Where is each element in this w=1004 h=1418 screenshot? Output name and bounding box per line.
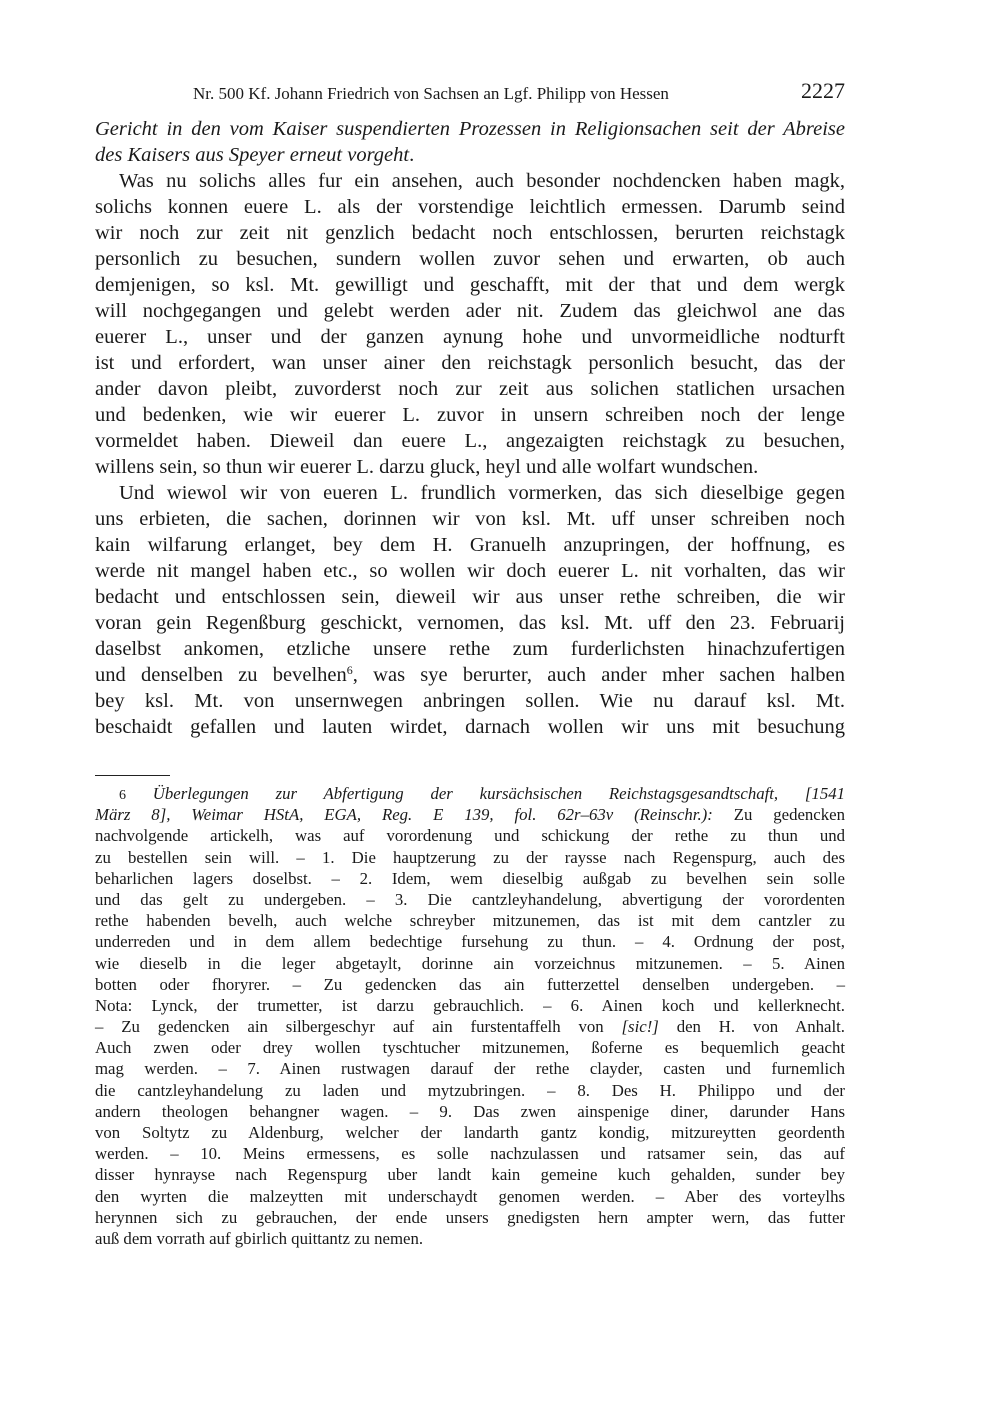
body-text: personlich zu besuchen, sundern wollen zuvor sehen und erwarten, ob auch (95, 248, 845, 270)
body-line (95, 168, 845, 194)
footnote-line (95, 783, 845, 804)
body-text: Was nu solichs alles fur ein ansehen, auch besonder nochdencken haben magk, (119, 170, 845, 192)
footnote-text: und das gelt zu undergeben. – 3. Die cantzleyhandelung, abvertigung der vorordenten (95, 889, 845, 909)
footnote-text: Auch zwen oder drey wollen tyschtucher mitzunemen, ßoferne es bequemlich geacht (95, 1038, 845, 1058)
body-text: willens sein, so thun wir euerer L. darzu gluck, heyl und alle wolfart wundschen. (95, 456, 759, 478)
footnote-text: mag werden. – 7. Ainen rustwagen darauf der rethe clayder, casten und furnemlich (95, 1059, 845, 1079)
footnote-text: den H. von Anhalt. (658, 1017, 845, 1037)
footnote-number: 6 (119, 788, 126, 803)
footnote-text: botten oder fhoryrer. – Zu gedencken das ain futterzettel denselben undergeben. – (95, 974, 845, 994)
body-text: uns erbieten, die sachen, dorinnen wir von ksl. Mt. uff unser schreiben noch (95, 508, 845, 530)
body-text: ander davon pleibt, zuvorderst noch zur zeit aus solichen statlichen ursachen (95, 378, 845, 400)
footnote-line (95, 1101, 845, 1122)
footnote-text: werden. – 10. Meins ermessens, es solle nachzulassen und ratsamer sein, das auf (95, 1144, 845, 1164)
body-line (95, 558, 845, 584)
body-line (95, 584, 845, 610)
body-line (95, 376, 845, 402)
body-text: ist und erfordert, wan unser ainer den reichstagk personlich besucht, das der (95, 352, 845, 374)
footnote-text: von Soltytz zu Aldenburg, welcher der landarth gantz kondig, mitzureytten geordenth (95, 1123, 845, 1142)
body-text: will nochgegangen und gelebt werden ader nit. Zudem das gleichwol ane das (95, 300, 845, 322)
body-text: euerer L., unser und der ganzen aynung hohe und unvormeidliche nodturft (95, 326, 845, 348)
footnote-text: Nota: Lynck, der trumetter, ist darzu gebrauchlich. – 6. Ainen koch und kellerknecht. (95, 995, 845, 1015)
body-text: des Kaisers aus Speyer erneut vorgeht (95, 144, 410, 166)
body-text: und bedenken, wie wir euerer L. zuvor in unsern schreiben noch der lenge (95, 404, 845, 426)
footnote-text: Zu gedencken (712, 805, 845, 825)
body-text: , was sye berurter, auch ander mher sachen halben (352, 664, 845, 686)
body-text: daselbst ankomen, etzliche unsere rethe zum furderlichsten hinachzufertigen (95, 638, 845, 660)
footnote-text: wie dieselb in die leger abgetaylt, dorinne ain vorzeichnus mitzunemen. – 5. Ainen (95, 953, 845, 973)
footnote-line (95, 847, 845, 868)
running-title: Nr. 500 Kf. Johann Friedrich von Sachsen an Lgf. Philipp von Hessen (193, 84, 669, 103)
body-line (95, 428, 845, 454)
body-text: beschaidt gefallen und lauten wirdet, darnach wollen wir uns mit besuchung (95, 716, 845, 738)
footnote-line (95, 974, 845, 995)
body-text: . (409, 144, 415, 166)
footnote-line (95, 1058, 845, 1079)
body-line (95, 324, 845, 350)
footnote-text: andern theologen behangner wagen. – 9. Das zwen ainspenige diner, darunder Hans (95, 1101, 845, 1121)
body-line (95, 454, 845, 480)
footnote-text: – Zu gedencken ain silbergeschyr auf ain furstentaffelh von (95, 1017, 622, 1037)
footnote-line (95, 889, 845, 910)
footnote-text: beharlichen lagers doselbst. – 2. Idem, wem dieselbig außgab zu bevelhen sein solle (95, 868, 845, 888)
footnote-line (95, 931, 845, 952)
body-line (95, 636, 845, 662)
body-line (95, 272, 845, 298)
body-line (95, 194, 845, 220)
footnote-line (95, 995, 845, 1016)
footnote-text: den wyrten die malzeytten mit underschaydt genomen werden. – Aber des vorteylhs (95, 1186, 845, 1206)
footnote-line (95, 1080, 845, 1101)
body-text: wir noch zur zeit nit genzlich bedacht noch entschlossen, berurten reichstagk (95, 222, 845, 244)
footnote-text: Überlegungen zur Abfertigung der kursächsischen Reichstagsgesandtschaft, [1541 (152, 784, 845, 803)
footnote-text: auß dem vorrath auf gbirlich quittantz zu nemen. (95, 1228, 424, 1248)
footnote-line (95, 804, 845, 825)
footnote-line (95, 1122, 845, 1143)
body-line (95, 662, 845, 688)
footnote-line (95, 1164, 845, 1185)
footnote-line (95, 953, 845, 974)
running-header (95, 78, 845, 108)
footnote-text (126, 784, 153, 803)
footnote-line (95, 1143, 845, 1164)
footnote-text: underreden und in dem allem bedechtige fursehung zu thun. – 4. Ordnung der post, (95, 932, 845, 952)
footnote-line (95, 1186, 845, 1207)
body-line (95, 116, 845, 142)
footnote-text: zu bestellen sein will. – 1. Die hauptzerung zu der raysse nach Regenspurg, auch des (95, 847, 845, 867)
body-text: voran gein Regenßburg geschickt, vernomen, das ksl. Mt. uff den 23. Februarij (95, 612, 845, 634)
body-line (95, 688, 845, 714)
body-line (95, 220, 845, 246)
footnote-line (95, 1016, 845, 1037)
footnote-text: rethe habenden bevelh, auch welche schreyber mitzunemen, das ist mit dem cantzler zu (95, 911, 845, 931)
body-line (95, 142, 845, 168)
body-line (95, 532, 845, 558)
footnote-line (95, 1207, 845, 1228)
body-text: werde nit mangel haben etc., so wollen wir doch euerer L. nit vorhalten, das wir (95, 560, 845, 582)
body-line (95, 480, 845, 506)
footnote-text: die cantzleyhandelung zu laden und mytzubringen. – 8. Des H. Philippo und der (95, 1080, 845, 1100)
body-line (95, 402, 845, 428)
page-number: 2227 (801, 78, 845, 103)
body-line (95, 298, 845, 324)
body-line (95, 714, 845, 740)
body-text: bedacht und entschlossen sein, dieweil wir aus unser rethe schreiben, die wir (95, 586, 845, 608)
body-line (95, 350, 845, 376)
body-text: und denselben zu bevelhen (95, 664, 347, 686)
footnote-rule (95, 775, 170, 776)
footnote-text: [sic!] (621, 1017, 659, 1037)
body-text: solichs konnen euere L. als der vorstendige leichtlich ermessen. Darumb seind (95, 196, 845, 218)
footnote-line (95, 1228, 845, 1249)
body-text: vormeldet haben. Dieweil dan euere L., angezaigten reichstagk zu besuchen, (95, 430, 845, 452)
body-text: Und wiewol wir von eueren L. frundlich vormerken, das sich dieselbige gegen (119, 482, 845, 504)
body-line (95, 246, 845, 272)
body-text: demjenigen, so ksl. Mt. gewilligt und geschafft, mit der that und dem wergk (95, 274, 845, 296)
footnote-line (95, 1037, 845, 1058)
footnote-reference: 6 (346, 663, 353, 677)
footnotes (95, 783, 845, 1249)
body-text: Gericht in den vom Kaiser suspendierten Prozessen in Religionsachen seit der Abreise (95, 118, 845, 140)
footnote-text: herynnen sich zu gebrauchen, der ende unsers gnedigsten hern ampter wern, das futter (95, 1207, 845, 1227)
footnote-text: nachvolgende artickelh, was auf vorordenung und schickung der rethe zu thun und (95, 826, 845, 846)
body-line (95, 610, 845, 636)
main-text (95, 116, 845, 740)
body-text: kain wilfarung erlanget, bey dem H. Granuelh anzupringen, der hoffnung, es (95, 534, 845, 556)
body-line (95, 506, 845, 532)
footnote-line (95, 825, 845, 846)
footnote-line (95, 868, 845, 889)
footnote-text: März 8], Weimar HStA, EGA, Reg. E 139, fol. 62r–63v (Reinschr.): (95, 805, 713, 825)
footnote-line (95, 910, 845, 931)
body-text: bey ksl. Mt. von unsernwegen anbringen sollen. Wie nu darauf ksl. Mt. (95, 690, 845, 712)
footnote-text: disser hynrayse nach Regenspurg uber landt kain gemeine kuch gehalden, sunder bey (95, 1165, 845, 1185)
